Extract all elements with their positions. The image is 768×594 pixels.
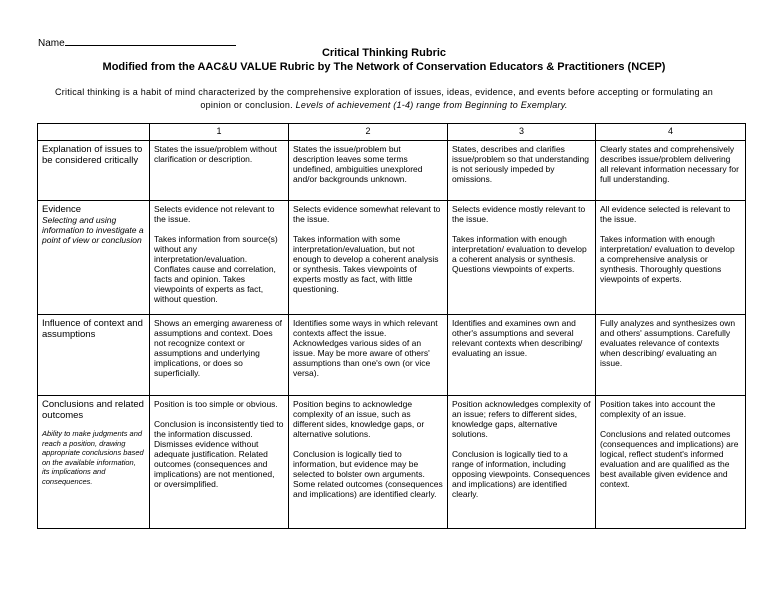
cell-text: States the issue/problem without clarification or description. xyxy=(154,144,277,164)
criterion-title: Influence of context and assumptions xyxy=(42,318,143,340)
criterion-subtitle: Selecting and using information to investigate a point of view or conclusion xyxy=(42,215,144,245)
cell-text: Takes information with enough interpretation/ evaluation to develop a comprehensive analysis or synthesis. Thoroughly questions viewpoints of experts. xyxy=(600,234,735,284)
table-row xyxy=(38,141,746,201)
criterion-cell xyxy=(38,396,150,529)
cell-text: Position acknowledges complexity of an issue; refers to different sides, knowledge gaps, alternative solutions. xyxy=(452,399,591,439)
cell-text: Takes information with enough interpretation/ evaluation to develop a coherent analysis or synthesis. Questions viewpoints of experts. xyxy=(452,234,587,274)
rubric-cell xyxy=(448,315,596,396)
header-cell-level-2: 2 xyxy=(289,124,448,141)
cell-text: States the issue/problem but description leaves some terms undefined, ambiguities unexplored and/or backgrounds unknown. xyxy=(293,144,423,184)
criterion-title: Evidence xyxy=(42,204,82,215)
cell-text: Position is too simple or obvious. xyxy=(154,399,278,409)
rubric-cell xyxy=(289,315,448,396)
rubric-cell xyxy=(596,315,746,396)
cell-text: All evidence selected is relevant to the issue. xyxy=(600,204,731,224)
rubric-cell xyxy=(150,396,289,529)
cell-text: Takes information from source(s) without any interpretation/evaluation. Conflates cause and correlation, facts and opinion. Takes viewpoints of experts as fact, without question. xyxy=(154,234,278,304)
criterion-cell xyxy=(38,315,150,396)
cell-text: Identifies some ways in which relevant contexts affect the issue. Acknowledges various sides of an issue. May be more aware of others' assumptions than one's own (or vice versa). xyxy=(293,318,438,378)
header-cell-level-3: 3 xyxy=(448,124,596,141)
header-cell-criterion xyxy=(38,124,150,141)
rubric-cell xyxy=(448,141,596,201)
rubric-cell xyxy=(596,141,746,201)
header-row xyxy=(38,124,746,141)
rubric-cell xyxy=(289,201,448,315)
criterion-title: Conclusions and related outcomes xyxy=(42,399,144,421)
rubric-cell xyxy=(150,315,289,396)
cell-text: Selects evidence mostly relevant to the issue. xyxy=(452,204,586,224)
intro-levels-text: Levels of achievement (1-4) range from Beginning to Exemplary. xyxy=(295,100,568,110)
rubric-cell xyxy=(596,396,746,529)
rubric-cell xyxy=(289,141,448,201)
criterion-cell xyxy=(38,201,150,315)
intro-text: Critical thinking is a habit of mind characterized by the comprehensive exploration of issues, ideas, evidence, and events before accepting or formulating an opinion or conclusion. xyxy=(54,87,714,110)
cell-text: Position takes into account the complexity of an issue. xyxy=(600,399,716,419)
header-cell-level-4: 4 xyxy=(596,124,746,141)
cell-text: Fully analyzes and synthesizes own and others' assumptions. Carefully evaluates relevance of contexts when describing/ evaluating an issue. xyxy=(600,318,736,368)
rubric-cell xyxy=(150,201,289,315)
cell-text: Position begins to acknowledge complexity of an issue, such as different sides, knowledge gaps, or alternative solutions. xyxy=(293,399,425,439)
rubric-cell xyxy=(596,201,746,315)
rubric-cell xyxy=(448,396,596,529)
cell-text: Clearly states and comprehensively describes issue/problem delivering all relevant information necessary for full understanding. xyxy=(600,144,739,184)
table-row xyxy=(38,201,746,315)
cell-text: Identifies and examines own and other's assumptions and several relevant contexts when describing/ evaluating an issue. xyxy=(452,318,583,358)
intro-paragraph xyxy=(40,86,728,112)
cell-text: Selects evidence not relevant to the issue. xyxy=(154,204,275,224)
rubric-title: Critical Thinking Rubric xyxy=(321,47,447,59)
rubric-cell xyxy=(289,396,448,529)
cell-text: Shows an emerging awareness of assumptions and context. Does not recognize context or assumptions and underlying implications, or does so superficially. xyxy=(154,318,283,378)
criterion-subtitle: Ability to make judgments and reach a position, drawing appropriate conclusions based on the available information, its implications and consequences. xyxy=(42,429,144,486)
cell-text: States, describes and clarifies issue/problem so that understanding is not seriously impeded by omissions. xyxy=(452,144,590,184)
rubric-cell xyxy=(150,141,289,201)
criterion-title: Explanation of issues to be considered critically xyxy=(42,144,143,166)
cell-text: Selects evidence somewhat relevant to the issue. xyxy=(293,204,441,224)
criterion-cell xyxy=(38,141,150,201)
name-label: Name xyxy=(38,38,65,49)
cell-text: Conclusion is logically tied to a range of information, including opposing viewpoints. Consequences and implications) are identified clearly. xyxy=(452,449,590,499)
rubric-subtitle: Modified from the AAC&U VALUE Rubric by The Network of Conservation Educators & Practitioners (NCEP) xyxy=(102,61,666,73)
rubric-cell xyxy=(448,201,596,315)
header-cell-level-1: 1 xyxy=(150,124,289,141)
cell-text: Conclusions and related outcomes (consequences and implications) are logical, reflect student's informed evaluation and are qualified as the best available given evidence and context. xyxy=(600,429,739,489)
table-row xyxy=(38,396,746,529)
cell-text: Conclusion is inconsistently tied to the information discussed. Dismisses evidence without adequate justification. Related outcomes (consequences and implications) are not mentioned, or oversimplified. xyxy=(154,419,284,489)
table-row xyxy=(38,315,746,396)
name-blank-line[interactable] xyxy=(65,36,236,46)
cell-text: Conclusion is logically tied to information, but evidence may be selected to bolster own arguments. Some related outcomes (consequences and implications) are identified clearly. xyxy=(293,449,443,499)
cell-text: Takes information with some interpretation/evaluation, but not enough to develop a coherent analysis or synthesis. Takes viewpoints of experts mostly as fact, with little questioning. xyxy=(293,234,439,294)
rubric-table xyxy=(37,123,746,529)
